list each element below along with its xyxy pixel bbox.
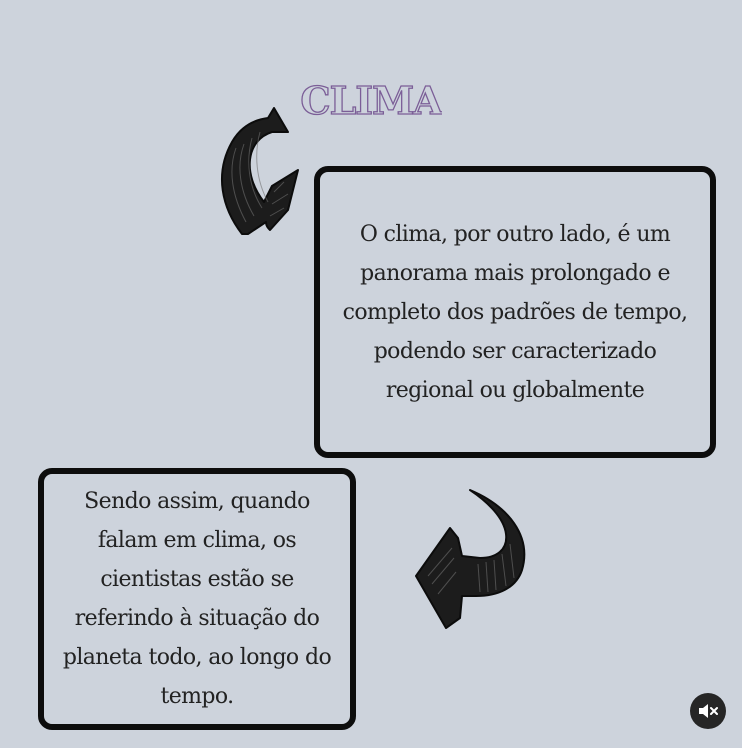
page-title-text: CLIMA (300, 78, 442, 123)
curved-arrow-down-right-icon (212, 104, 304, 244)
text-box-1-text: O clima, por outro lado, é um panorama mais prolongado e completo dos padrões de tempo, podendo ser caracterizado regional ou globalmente (342, 221, 688, 403)
mute-button[interactable] (690, 693, 726, 729)
text-box-2 (38, 468, 356, 730)
curved-arrow-left-icon (408, 488, 532, 638)
speaker-muted-icon (698, 702, 718, 720)
text-box-1 (314, 166, 716, 458)
page-title (300, 74, 442, 124)
text-box-2-text: Sendo assim, quando falam em clima, os cientistas estão se referindo à situação do planeta todo, ao longo do tempo. (62, 489, 332, 709)
